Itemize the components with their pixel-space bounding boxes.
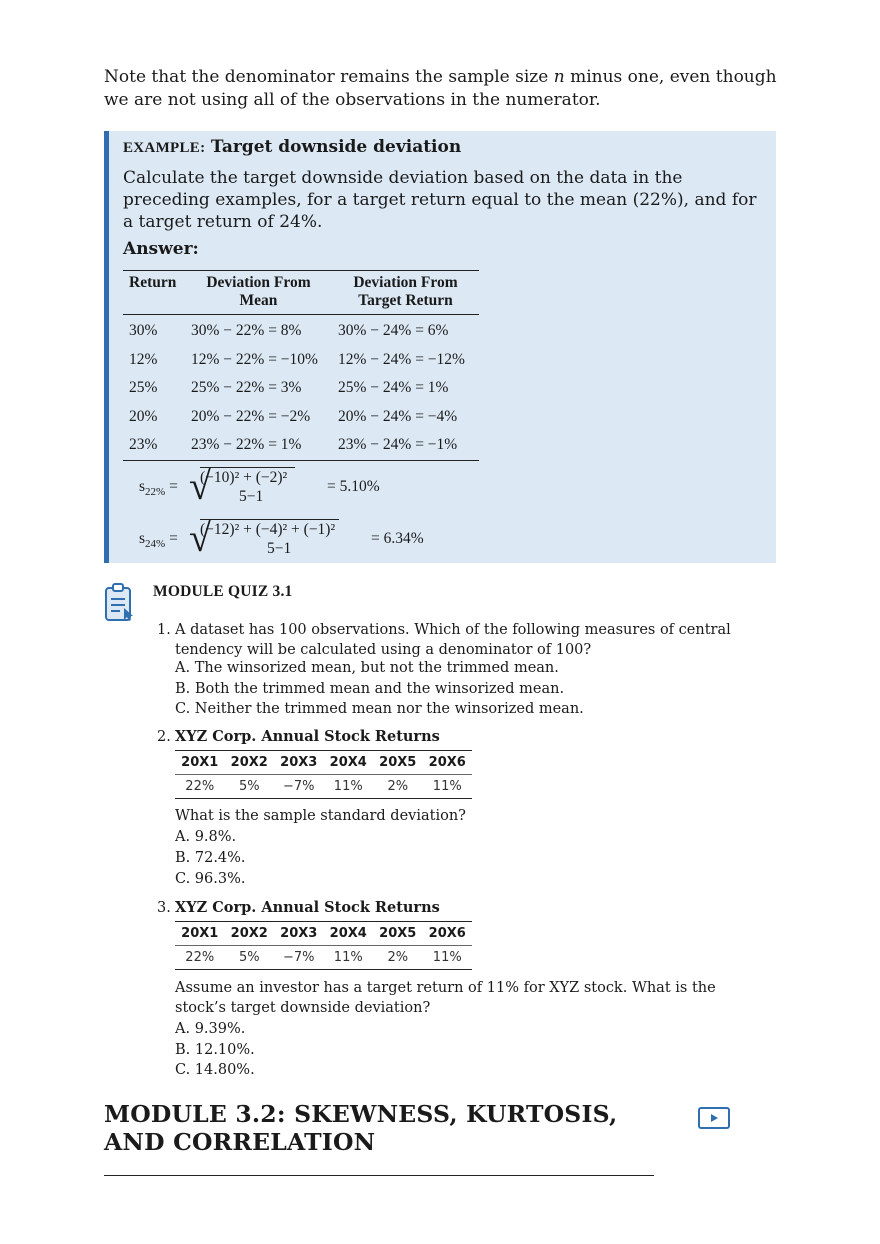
- answer-option[interactable]: C. Neither the trimmed mean nor the winsorized mean.: [175, 701, 584, 717]
- answer-option[interactable]: C. 96.3%.: [175, 871, 246, 887]
- returns-table: 20X1 20X2 20X3 20X4 20X5 20X6 22% 5% −7% 11% 2% 11%: [175, 750, 472, 799]
- formula-result: = 5.10%: [327, 478, 380, 495]
- question-2: 2. XYZ Corp. Annual Stock Returns: [157, 728, 440, 745]
- example-box: [104, 131, 776, 563]
- formula-denominator: 5−1: [267, 540, 292, 557]
- col-header-return: Return: [123, 271, 185, 315]
- col-header-dev-mean: Deviation From Mean: [185, 271, 332, 315]
- example-body: Calculate the target downside deviation based on the data in the preceding examples, for a target return equal to the mean (22%), and for a target return of 24%.: [123, 168, 757, 232]
- formula-numerator: (−12)² + (−4)² + (−1)²: [200, 519, 339, 539]
- variable-n: n: [553, 67, 565, 87]
- question-text: Assume an investor has a target return of 11% for XYZ stock. What is the stock’s target downside deviation?: [175, 980, 716, 1016]
- table-title: XYZ Corp. Annual Stock Returns: [175, 728, 440, 745]
- formula-lhs: $s_{22\%}$ =: [139, 478, 178, 499]
- answer-option[interactable]: B. Both the trimmed mean and the winsorized mean.: [175, 681, 565, 697]
- answer-option[interactable]: C. 14.80%.: [175, 1062, 255, 1078]
- formula-lhs: $s_{24\%}$ =: [139, 530, 178, 551]
- deviation-table: [123, 270, 479, 461]
- question-text: A dataset has 100 observations. Which of the following measures of central tendency will be calculated using a denominator of 100?: [175, 622, 731, 658]
- table-row: 23% 23% − 22% = 1% 23% − 24% = −1%: [123, 431, 479, 460]
- quiz-title: MODULE QUIZ 3.1: [153, 583, 293, 600]
- answer-label: Answer:: [123, 239, 199, 259]
- table-row: 22% 5% −7% 11% 2% 11%: [175, 775, 472, 799]
- module-heading: MODULE 3.2: SKEWNESS, KURTOSIS, AND CORRELATION: [104, 1100, 618, 1156]
- col-header-dev-target: Deviation From Target Return: [332, 271, 479, 315]
- question-3-body: [157, 978, 757, 1078]
- question-1: 1. A dataset has 100 observations. Which of the following measures of central tendency will be calculated using a denominator of 100? A. The winsorized mean, but not the trimmed mean. B. Both the trimmed mean and the winsorized mean. C. Neither the trimmed mean nor the winsorized mean.: [157, 620, 757, 720]
- question-3: 3. XYZ Corp. Annual Stock Returns: [157, 899, 440, 916]
- table-row: 12% 12% − 22% = −10% 12% − 24% = −12%: [129, 350, 465, 368]
- table-row: 25% 25% − 22% = 3% 25% − 24% = 1%: [129, 379, 449, 397]
- play-icon: [700, 1109, 728, 1127]
- table-row: 20% 20% − 22% = −2% 20% − 24% = −4%: [129, 407, 458, 425]
- example-heading: [123, 137, 461, 157]
- example-tag: EXAMPLE:: [123, 140, 206, 156]
- divider: [104, 1175, 654, 1176]
- formula-denominator: 5−1: [239, 488, 264, 505]
- answer-option[interactable]: A. 9.8%.: [175, 829, 237, 845]
- answer-option[interactable]: B. 72.4%.: [175, 850, 246, 866]
- table-title: XYZ Corp. Annual Stock Returns: [175, 899, 440, 916]
- answer-option[interactable]: A. The winsorized mean, but not the trimmed mean.: [175, 660, 559, 676]
- question-text: What is the sample standard deviation?: [175, 808, 466, 824]
- formula-result: = 6.34%: [371, 530, 424, 547]
- table-row: 30% 30% − 22% = 8% 30% − 24% = 6%: [129, 322, 449, 340]
- question-2-body: [157, 806, 757, 886]
- returns-table: 20X1 20X2 20X3 20X4 20X5 20X6 22% 5% −7% 11% 2% 11%: [175, 921, 472, 970]
- clipboard-icon: [104, 582, 134, 622]
- formula-numerator: (−10)² + (−2)²: [200, 467, 295, 487]
- sqrt-symbol: √: [189, 515, 211, 560]
- answer-option[interactable]: A. 9.39%.: [175, 1021, 246, 1037]
- example-title: Target downside deviation: [210, 137, 462, 157]
- play-video-icon[interactable]: [698, 1107, 730, 1129]
- answer-option[interactable]: B. 12.10%.: [175, 1042, 255, 1058]
- table-row: 22% 5% −7% 11% 2% 11%: [175, 946, 472, 970]
- intro-paragraph: Note that the denominator remains the sample size n minus one, even though we are not using all of the observations in the numerator.: [104, 67, 777, 110]
- sqrt-symbol: √: [189, 463, 211, 508]
